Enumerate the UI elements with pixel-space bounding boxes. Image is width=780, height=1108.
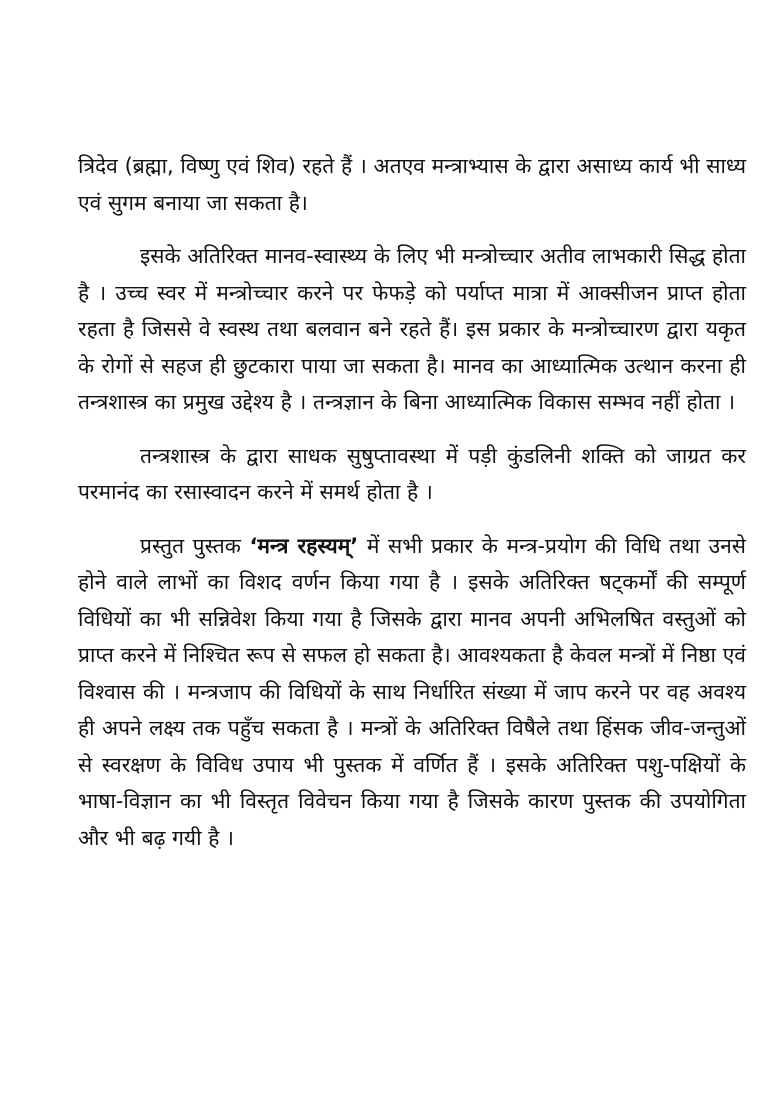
book-title: ‘मन्त्र रहस्यम्’: [249, 533, 359, 558]
paragraph-health-benefits: इसके अतिरिक्त मानव-स्वास्थ्य के लिए भी मन्त्रोच्चार अतीव लाभकारी सिद्ध होता है । उच्च स्वर में मन्त्रोच्चार करने पर फेफड़े को पर्याप्त मात्रा में आक्सीजन प्राप्त होता रहता है जिससे वे स्वस्थ तथा बलवान बने रहते हैं। इस प्रकार के मन्त्रोच्चारण द्वारा यकृत के रोगों से सहज ही छुटकारा पाया जा सकता है। मानव का आध्यात्मिक उत्थान करना ही तन्त्रशास्त्र का प्रमुख उद्देश्य है । तन्त्रज्ञान के बिना आध्यात्मिक विकास सम्भव नहीं होता ।: [78, 244, 746, 414]
paragraph-continuation: त्रिदेव (ब्रह्मा, विष्णु एवं शिव) रहते हैं । अतएव मन्त्राभ्यास के द्वारा असाध्य कार्य भी साध्य एवं सुगम बनाया जा सकता है।: [78, 154, 746, 215]
paragraph-text-after: में सभी प्रकार के मन्त्र-प्रयोग की विधि तथा उनसे होने वाले लाभों का विशद वर्णन किया गया है । इसके अतिरिक्त षट्कर्मों की सम्पूर्ण विधियों का भी सन्निवेश किया गया है जिसके द्वारा मानव अपनी अभिलषित वस्तुओं को प्राप्त करने में निश्चित रूप से सफल हो सकता है। आवश्यकता है केवल मन्त्रों में निष्ठा एवं विश्वास की । मन्त्रजाप की विधियों के साथ निर्धारित संख्या में जाप करने पर वह अवश्य ही अपने लक्ष्य तक पहुँच सकता है । मन्त्रों के अतिरिक्त विषैले तथा हिंसक जीव-जन्तुओं से स्वरक्षण के विविध उपाय भी पुस्तक में वर्णित हैं । इसके अतिरिक्त पशु-पक्षियों के भाषा-विज्ञान का भी विस्तृत विवेचन किया गया है जिसके कारण पुस्तक की उपयोगिता और भी बढ़ गयी है ।: [78, 533, 746, 850]
paragraph-kundalini: तन्त्रशास्त्र के द्वारा साधक सुषुप्तावस्था में पड़ी कुंडलिनी शक्ति को जाग्रत कर परमानंद का रसास्वादन करने में समर्थ होता है ।: [78, 443, 746, 504]
document-page: [78, 148, 746, 873]
paragraph-book-description: [78, 528, 746, 857]
paragraph-text-before: प्रस्तुत पुस्तक: [140, 533, 250, 558]
